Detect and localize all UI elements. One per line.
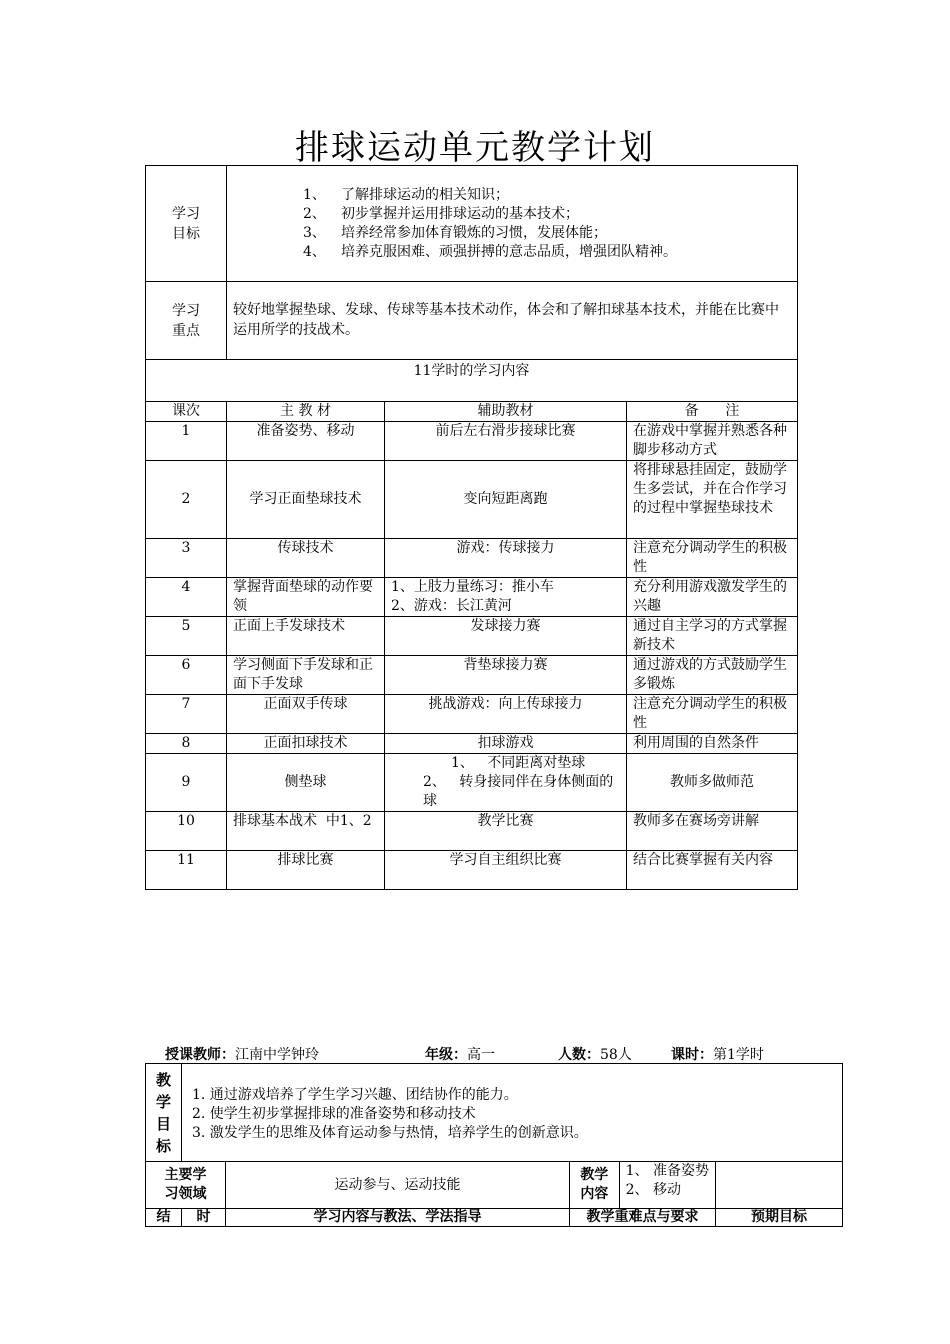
- lesson-main: 传球技术: [227, 539, 385, 578]
- lesson-main: 排球基本战术 中1、2: [227, 812, 385, 851]
- lesson-main: 侧垫球: [227, 754, 385, 812]
- lesson-no: 2: [146, 461, 227, 539]
- goal-item: 2、 初步掌握并运用排球运动的基本技术；: [303, 206, 579, 222]
- lesson-note: 在游戏中掌握并熟悉各种脚步移动方式: [627, 422, 798, 461]
- goal-item: 1、 了解排球运动的相关知识；: [303, 187, 509, 203]
- lesson-main: 掌握背面垫球的动作要领: [227, 578, 385, 617]
- domain-value: 运动参与、运动技能: [226, 1162, 570, 1209]
- lesson-no: 9: [146, 754, 227, 812]
- table-row: [146, 754, 798, 812]
- content-items: [620, 1162, 715, 1208]
- lesson-main: 正面扣球技术: [227, 734, 385, 754]
- lesson-no: 7: [146, 695, 227, 734]
- lesson-no: 3: [146, 539, 227, 578]
- lesson-main: 正面上手发球技术: [227, 617, 385, 656]
- lesson-main: 正面双手传球: [227, 695, 385, 734]
- lesson-note: 将排球悬挂固定，鼓励学生多尝试，并在合作学习的过程中掌握垫球技术: [627, 461, 798, 539]
- domain-label: 主要学习领域: [146, 1162, 226, 1209]
- lesson-aux: 1、上肢力量练习：推小车 2、游戏：长江黄河: [385, 578, 627, 617]
- count-info: 人数：58人: [558, 1047, 632, 1063]
- table-row: [146, 656, 798, 695]
- goal-item: 4、 培养克服困难、顽强拼搏的意志品质，增强团队精神。: [303, 244, 677, 260]
- lesson-note: 利用周围的自然条件: [627, 734, 798, 754]
- goal-item: 3、 培养经常参加体育锻炼的习惯，发展体能；: [303, 225, 607, 241]
- lesson-aux: 前后左右滑步接球比赛: [385, 422, 627, 461]
- lesson-aux: 教学比赛: [385, 812, 627, 851]
- header-cell: 辅助教材: [385, 402, 627, 422]
- lesson-note: 结合比赛掌握有关内容: [627, 851, 798, 890]
- teaching-goals: [182, 1064, 843, 1162]
- table-row: [146, 617, 798, 656]
- col-header: 时: [182, 1209, 226, 1227]
- lesson-aux: 背垫球接力赛: [385, 656, 627, 695]
- content-spacer: [716, 1162, 843, 1209]
- header-cell: 主 教 材: [227, 402, 385, 422]
- lesson-aux: 变向短距离跑: [385, 461, 627, 539]
- lessons-table: [145, 401, 798, 890]
- lesson-aux: [385, 754, 627, 812]
- content-cell: [570, 1162, 716, 1209]
- lesson-note: 注意充分调动学生的积极性: [627, 695, 798, 734]
- lesson-aux: 挑战游戏：向上传球接力: [385, 695, 627, 734]
- content-heading: 11学时的学习内容: [146, 360, 798, 402]
- col-header: 结: [146, 1209, 182, 1227]
- lesson-plan-table: [145, 1063, 843, 1227]
- lesson-no: 4: [146, 578, 227, 617]
- col-header: 预期目标: [716, 1209, 843, 1227]
- lesson-aux: 扣球游戏: [385, 734, 627, 754]
- lesson-no: 8: [146, 734, 227, 754]
- teaching-goal: 3. 激发学生的思维及体育运动参与热情，培养学生的创新意识。: [192, 1125, 588, 1141]
- teaching-goals-label: 教学目标: [146, 1064, 182, 1162]
- goals-list: [227, 166, 798, 282]
- lesson-main: 准备姿势、移动: [227, 422, 385, 461]
- focus-text: 较好地掌握垫球、发球、传球等基本技术动作，体会和了解扣球基本技术，并能在比赛中运用所学的技战术。: [227, 282, 798, 360]
- lesson-note: 充分利用游戏激发学生的兴趣: [627, 578, 798, 617]
- lesson-no: 11: [146, 851, 227, 890]
- teaching-goal: 1. 通过游戏培养了学生学习兴趣、团结协作的能力。: [192, 1087, 518, 1103]
- lesson-no: 5: [146, 617, 227, 656]
- lesson-note: 通过自主学习的方式掌握新技术: [627, 617, 798, 656]
- header-cell: 课次: [146, 402, 227, 422]
- lesson-no: 1: [146, 422, 227, 461]
- lesson-no: 6: [146, 656, 227, 695]
- lesson-no: 10: [146, 812, 227, 851]
- table-row: [146, 734, 798, 754]
- lesson-aux: 游戏：传球接力: [385, 539, 627, 578]
- lesson-main: 排球比赛: [227, 851, 385, 890]
- teacher-info: 授课教师：江南中学钟玲: [165, 1047, 319, 1063]
- content-label: 教学内容: [570, 1162, 620, 1208]
- aux-item: 1、 不同距离对垫球: [451, 755, 586, 771]
- header-cell: 备 注: [627, 402, 798, 422]
- table-row: [146, 812, 798, 851]
- col-header: 教学重难点与要求: [570, 1209, 716, 1227]
- page-title: 排球运动单元教学计划: [295, 128, 655, 168]
- table-row: [146, 461, 798, 539]
- table-row: [146, 539, 798, 578]
- content-item: 1、 准备姿势: [625, 1163, 709, 1179]
- lesson-main: 学习侧面下手发球和正面下手发球: [227, 656, 385, 695]
- lesson-note: 通过游戏的方式鼓励学生多锻炼: [627, 656, 798, 695]
- lesson-aux: 发球接力赛: [385, 617, 627, 656]
- col-header: 学习内容与教法、学法指导: [226, 1209, 570, 1227]
- lesson-note: 教师多在赛场旁讲解: [627, 812, 798, 851]
- lesson-note: 教师多做师范: [627, 754, 798, 812]
- content-item: 2、 移动: [625, 1182, 681, 1198]
- teaching-goal: 2. 使学生初步掌握排球的准备姿势和移动技术: [192, 1106, 476, 1122]
- unit-goals-table: [145, 165, 798, 402]
- period-info: 课时：第1学时: [671, 1047, 764, 1063]
- grade-info: 年级：高一: [425, 1047, 495, 1063]
- table-row: [146, 851, 798, 890]
- lesson-main: 学习正面垫球技术: [227, 461, 385, 539]
- table-row: [146, 578, 798, 617]
- lesson-aux: 学习自主组织比赛: [385, 851, 627, 890]
- goals-label: 学习 目标: [146, 166, 227, 282]
- table-row: [146, 695, 798, 734]
- aux-item: 2、 转身接同伴在身体侧面的球: [423, 774, 614, 809]
- table-row: [146, 422, 798, 461]
- lesson-note: 注意充分调动学生的积极性: [627, 539, 798, 578]
- focus-label: 学习 重点: [146, 282, 227, 360]
